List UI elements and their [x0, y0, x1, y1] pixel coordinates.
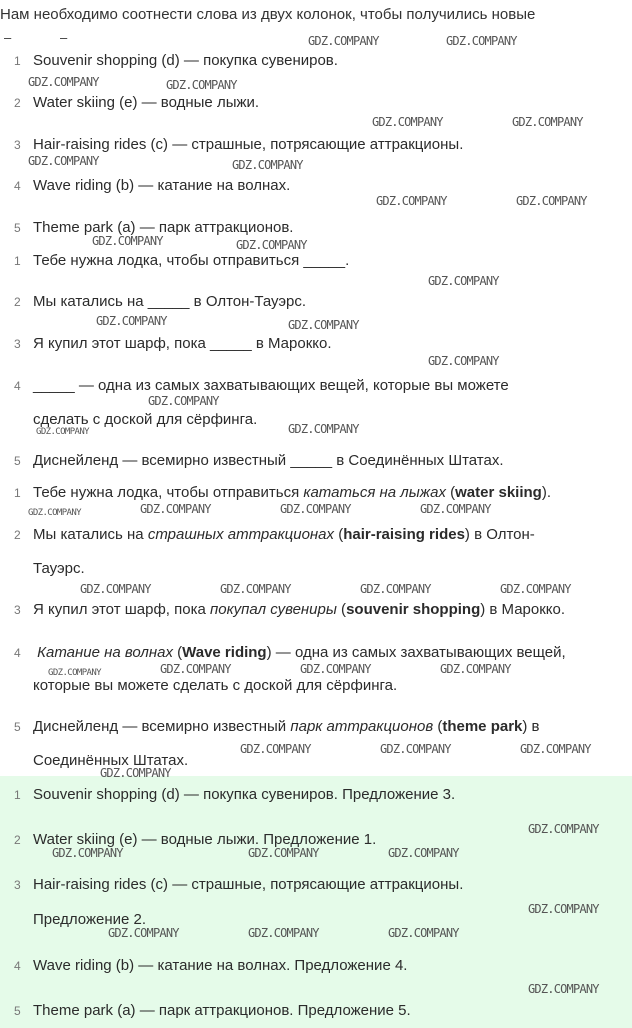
filled-sentence-cont: Тауэрс.: [33, 560, 85, 577]
watermark: GDZ.COMPANY: [428, 274, 499, 288]
gap-sentence: 1 Тебе нужна лодка, чтобы отправиться _____.: [14, 252, 350, 269]
watermark: GDZ.COMPANY: [240, 742, 311, 756]
watermark: GDZ.COMPANY: [48, 668, 102, 678]
gap-sentence: 2 Мы катались на _____ в Олтон-Тауэрс.: [14, 293, 307, 310]
watermark: GDZ.COMPANY: [28, 508, 82, 518]
watermark: GDZ.COMPANY: [166, 78, 237, 92]
watermark: GDZ.COMPANY: [388, 926, 459, 940]
watermark: GDZ.COMPANY: [92, 234, 163, 248]
watermark: GDZ.COMPANY: [288, 422, 359, 436]
match-item: 5 Theme park (a) — парк аттракционов.: [14, 219, 294, 236]
watermark: GDZ.COMPANY: [360, 582, 431, 596]
watermark: GDZ.COMPANY: [528, 982, 599, 996]
watermark: GDZ.COMPANY: [80, 582, 151, 596]
match-item: 3 Hair-raising rides (c) — страшные, потрясающие аттракционы.: [14, 136, 464, 153]
watermark: GDZ.COMPANY: [520, 742, 591, 756]
answer-item: 4 Wave riding (b) — катание на волнах. Предложение 4.: [14, 957, 408, 974]
watermark: GDZ.COMPANY: [428, 354, 499, 368]
watermark: GDZ.COMPANY: [100, 766, 171, 780]
filled-sentence: 3 Я купил этот шарф, пока покупал сувениры (souvenir shopping) в Марокко.: [14, 601, 566, 618]
answer-item: 3 Hair-raising rides (c) — страшные, потрясающие аттракционы.: [14, 876, 464, 893]
watermark: GDZ.COMPANY: [96, 314, 167, 328]
watermark: GDZ.COMPANY: [380, 742, 451, 756]
watermark: GDZ.COMPANY: [300, 662, 371, 676]
dash-mark: –: [60, 30, 68, 45]
answer-item: 5 Theme park (a) — парк аттракционов. Предложение 5.: [14, 1002, 411, 1019]
watermark: GDZ.COMPANY: [280, 502, 351, 516]
watermark: GDZ.COMPANY: [28, 154, 99, 168]
gap-sentence-cont: сделать с доской для сёрфинга.: [33, 411, 258, 428]
watermark: GDZ.COMPANY: [308, 34, 379, 48]
gap-sentence: 3 Я купил этот шарф, пока _____ в Марокко.: [14, 335, 332, 352]
watermark: GDZ.COMPANY: [248, 926, 319, 940]
answer-item: 2 Water skiing (e) — водные лыжи. Предложение 1.: [14, 831, 377, 848]
match-item: 4 Wave riding (b) — катание на волнах.: [14, 177, 291, 194]
watermark: GDZ.COMPANY: [52, 846, 123, 860]
watermark: GDZ.COMPANY: [376, 194, 447, 208]
filled-sentence: 5 Диснейленд — всемирно известный парк аттракционов (theme park) в: [14, 718, 540, 735]
filled-sentence: 2 Мы катались на страшных аттракционах (hair-raising rides) в Олтон-: [14, 526, 535, 543]
watermark: GDZ.COMPANY: [232, 158, 303, 172]
watermark: GDZ.COMPANY: [372, 115, 443, 129]
watermark: GDZ.COMPANY: [440, 662, 511, 676]
watermark: GDZ.COMPANY: [148, 394, 219, 408]
task-intro: Нам необходимо соотнести слова из двух колонок, чтобы получились новые: [0, 6, 536, 23]
watermark: GDZ.COMPANY: [420, 502, 491, 516]
watermark: GDZ.COMPANY: [236, 238, 307, 252]
watermark: GDZ.COMPANY: [388, 846, 459, 860]
filled-sentence-cont: Соединённых Штатах.: [33, 752, 189, 769]
watermark: GDZ.COMPANY: [288, 318, 359, 332]
gap-sentence: 5 Диснейленд — всемирно известный _____ в Соединённых Штатах.: [14, 452, 504, 469]
dash-mark: –: [4, 30, 12, 45]
answer-item: 1 Souvenir shopping (d) — покупка сувениров. Предложение 3.: [14, 786, 456, 803]
filled-sentence-cont: которые вы можете сделать с доской для сёрфинга.: [33, 677, 398, 694]
watermark: GDZ.COMPANY: [528, 822, 599, 836]
watermark: GDZ.COMPANY: [500, 582, 571, 596]
watermark: GDZ.COMPANY: [140, 502, 211, 516]
watermark: GDZ.COMPANY: [220, 582, 291, 596]
watermark: GDZ.COMPANY: [528, 902, 599, 916]
watermark: GDZ.COMPANY: [108, 926, 179, 940]
watermark: GDZ.COMPANY: [446, 34, 517, 48]
match-item: 2 Water skiing (e) — водные лыжи.: [14, 94, 260, 111]
watermark: GDZ.COMPANY: [36, 427, 90, 437]
watermark: GDZ.COMPANY: [248, 846, 319, 860]
watermark: GDZ.COMPANY: [512, 115, 583, 129]
watermark: GDZ.COMPANY: [160, 662, 231, 676]
answer-item-cont: Предложение 2.: [33, 911, 147, 928]
match-item: 1 Souvenir shopping (d) — покупка сувениров.: [14, 52, 338, 69]
filled-sentence: 1 Тебе нужна лодка, чтобы отправиться кататься на лыжах (water skiing).: [14, 484, 552, 501]
filled-sentence: 4 Катание на волнах (Wave riding) — одна из самых захватывающих вещей,: [14, 644, 566, 661]
gap-sentence: 4 _____ — одна из самых захватывающих вещей, которые вы можете: [14, 377, 509, 394]
watermark: GDZ.COMPANY: [516, 194, 587, 208]
watermark: GDZ.COMPANY: [28, 75, 99, 89]
